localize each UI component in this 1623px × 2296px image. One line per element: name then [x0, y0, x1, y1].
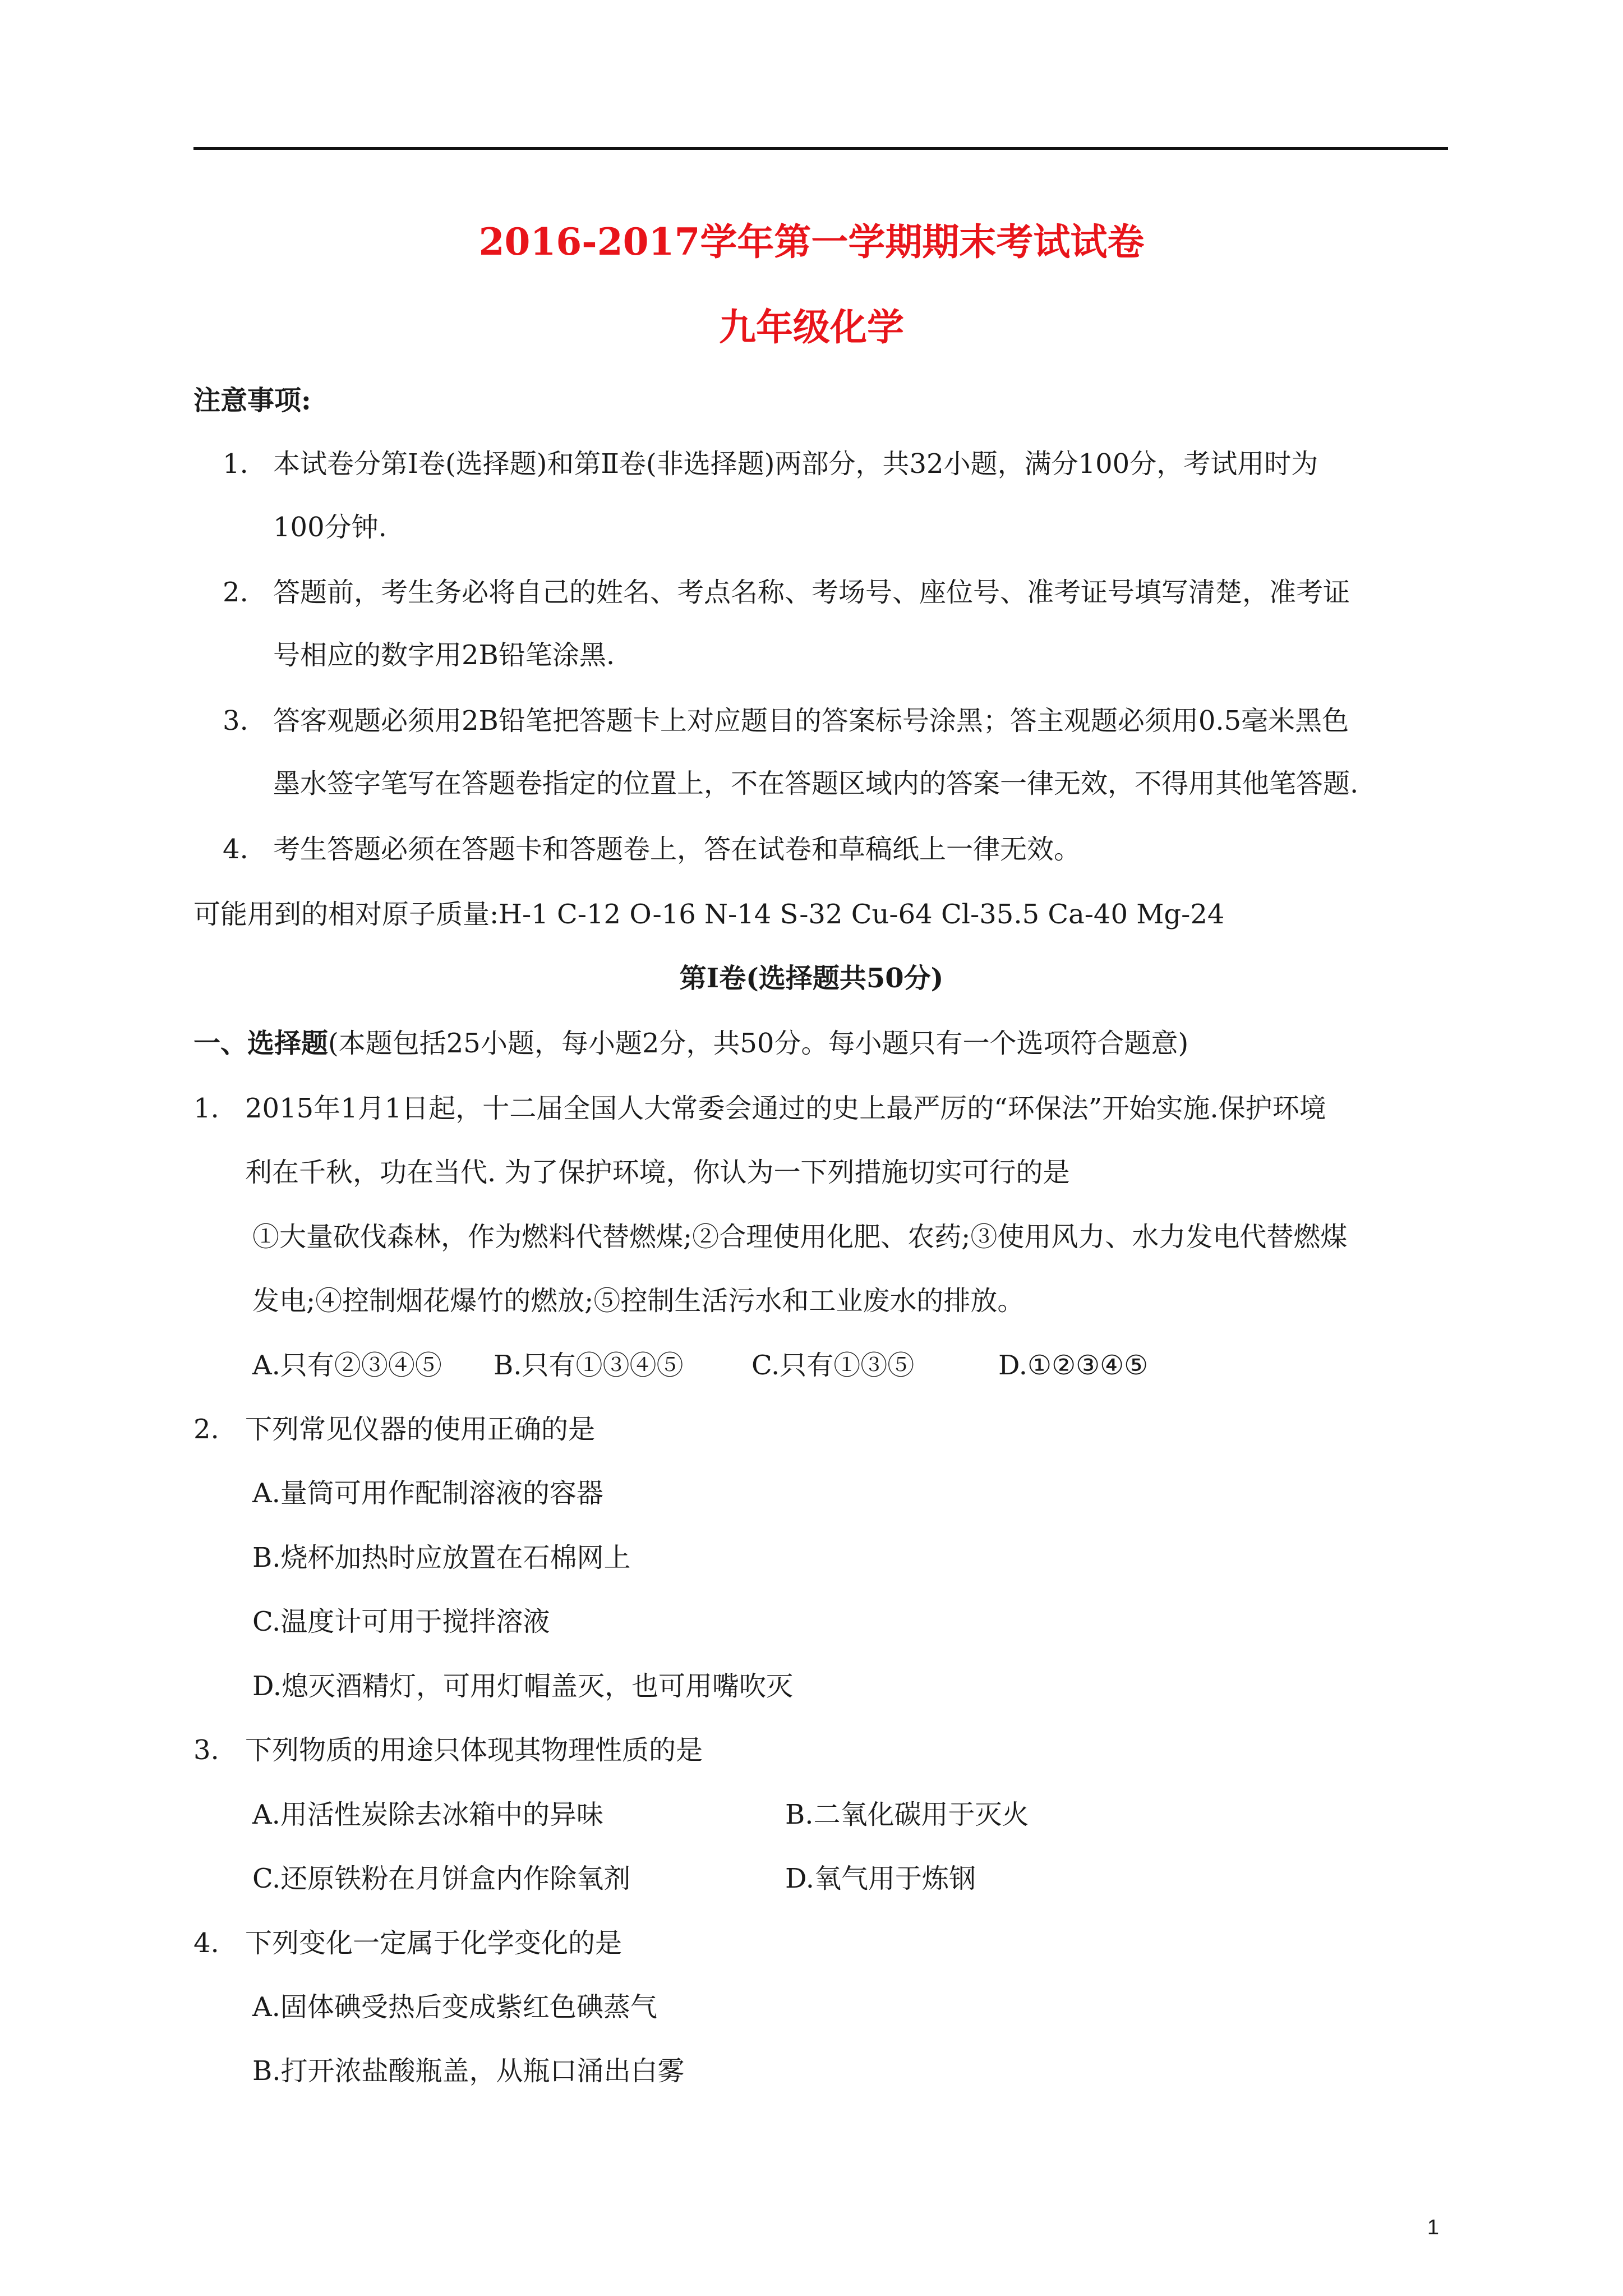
question-stem: 发电;④控制烟花爆竹的燃放;⑤控制生活污水和工业废水的排放。	[252, 1285, 1025, 1317]
question-number: 3.	[193, 1734, 219, 1766]
notice-item-number: 1.	[223, 448, 248, 480]
question-stem: 下列变化一定属于化学变化的是	[245, 1927, 623, 1959]
notice-item-number: 3.	[223, 705, 248, 737]
answer-option: C.温度计可用于搅拌溶液	[252, 1606, 550, 1637]
answer-option: B.烧杯加热时应放置在石棉网上	[252, 1542, 631, 1573]
notice-item-number: 2.	[223, 577, 248, 608]
section-heading-note: (本题包括25小题，每小题2分，共50分。每小题只有一个选项符合题意)	[328, 1028, 1189, 1059]
exam-subtitle: 九年级化学	[719, 305, 904, 349]
answer-option: B.只有①③④⑤	[494, 1350, 684, 1381]
answer-option: C.还原铁粉在月饼盒内作除氧剂	[252, 1863, 631, 1894]
answer-option: D.熄灭酒精灯，可用灯帽盖灭，也可用嘴吹灭	[252, 1671, 794, 1702]
answer-option: D.氧气用于炼钢	[785, 1863, 976, 1894]
answer-option: A.用活性炭除去冰箱中的异味	[252, 1799, 603, 1830]
notice-heading: 注意事项:	[193, 385, 311, 416]
question-number: 2.	[193, 1414, 219, 1445]
page-number: 1	[1427, 2216, 1439, 2239]
atomic-masses: 可能用到的相对原子质量:H-1 C-12 O-16 N-14 S-32 Cu-64 Cl-35.5 Ca-40 Mg-24	[193, 899, 1225, 930]
section-title: 第Ⅰ卷(选择题共50分)	[679, 963, 944, 994]
answer-option: B.二氧化碳用于灭火	[785, 1799, 1029, 1830]
question-stem: 利在千秋，功在当代. 为了保护环境，你认为一下列措施切实可行的是	[245, 1157, 1070, 1188]
answer-option: D.①②③④⑤	[998, 1350, 1149, 1381]
question-stem: 下列常见仪器的使用正确的是	[245, 1414, 596, 1445]
question-number: 1.	[193, 1093, 219, 1124]
notice-item-text: 100分钟.	[273, 512, 387, 543]
notice-item-text: 答题前，考生务必将自己的姓名、考点名称、考场号、座位号、准考证号填写清楚，准考证	[273, 577, 1350, 608]
header-rule	[193, 147, 1448, 150]
notice-item-text: 考生答题必须在答题卡和答题卷上，答在试卷和草稿纸上一律无效。	[273, 834, 1081, 865]
notice-item-text: 墨水签字笔写在答题卷指定的位置上，不在答题区域内的答案一律无效，不得用其他笔答题.	[273, 768, 1359, 799]
answer-option: A.只有②③④⑤	[252, 1350, 442, 1381]
answer-option: C.只有①③⑤	[751, 1350, 915, 1381]
notice-item-number: 4.	[223, 834, 248, 865]
notice-item-text: 本试卷分第Ⅰ卷(选择题)和第Ⅱ卷(非选择题)两部分，共32小题，满分100分，考试用时为	[273, 448, 1318, 480]
section-heading	[193, 1027, 1188, 1060]
notice-item-text: 号相应的数字用2B铅笔涂黑.	[273, 639, 615, 671]
question-number: 4.	[193, 1927, 219, 1959]
question-stem: 2015年1月1日起，十二届全国人大常委会通过的史上最严厉的“环保法”开始实施.保护环境	[245, 1093, 1326, 1124]
exam-title: 2016-2017学年第一学期期末考试试卷	[478, 220, 1145, 264]
section-heading-label: 一、选择题	[193, 1028, 329, 1059]
question-stem: 下列物质的用途只体现其物理性质的是	[245, 1734, 703, 1766]
answer-option: A.固体碘受热后变成紫红色碘蒸气	[252, 1991, 657, 2023]
answer-option: B.打开浓盐酸瓶盖，从瓶口涌出白雾	[252, 2055, 685, 2087]
notice-item-text: 答客观题必须用2B铅笔把答题卡上对应题目的答案标号涂黑；答主观题必须用0.5毫米黑色	[273, 705, 1349, 737]
question-stem: ①大量砍伐森林，作为燃料代替燃煤;②合理使用化肥、农药;③使用风力、水力发电代替燃煤	[252, 1221, 1348, 1253]
answer-option: A.量筒可用作配制溶液的容器	[252, 1478, 603, 1509]
